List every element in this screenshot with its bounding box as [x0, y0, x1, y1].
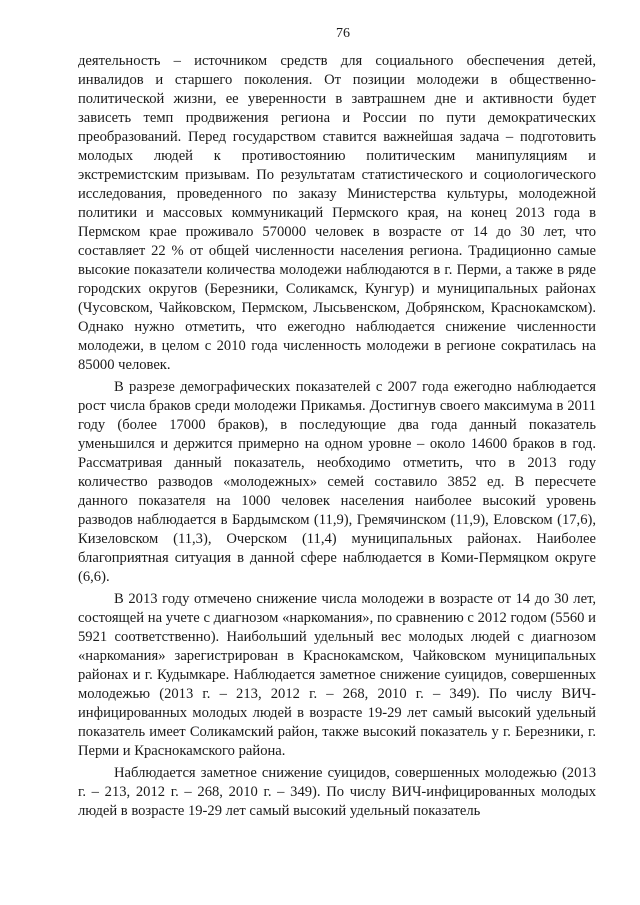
paragraph-youth-population: деятельность – источником средств для социального обеспечения детей, инвалидов и старшего поколения. От позиции молодежи в общественно-политической жизни, ее уверенности в завтрашнем дне и активности будет зависеть темп продвижения региона и России по пути демократических преобразований. Перед государством ставится важнейшая задача – подготовить молодых людей к противостоянию политическим манипуляциям и экстремистским призывам. По результатам статистического и социологического исследования, проведенного по заказу Министерства культуры, молодежной политики и массовых коммуникаций Пермского края, на конец 2013 года в Пермском крае проживало 570000 человек в возрасте от 14 до 30 лет, что составляет 22 % от общей численности населения региона. Традиционно самые высокие показатели количества молодежи наблюдаются в г. Перми, а также в ряде городских округов (Березники, Соликамск, Кунгур) и муниципальных районах (Чусовском, Чайковском, Пермском, Лысьвенском, Добрянском, Краснокамском). Однако нужно отметить, что ежегодно наблюдается снижение численности молодежи, в целом с 2010 года численность молодежи в регионе сократилась на 85000 человек.: [78, 53, 596, 373]
paragraph-suicides: Наблюдается заметное снижение суицидов, совершенных молодежью (2013 г. – 213, 2012 г. – 268, 2010 г. – 349). По числу ВИЧ-инфицированных молодых людей в возрасте 19-29 лет самый высокий удельный показатель: [78, 765, 596, 819]
page-number: 76: [336, 26, 350, 41]
paragraph-drug-addiction: В 2013 году отмечено снижение числа молодежи в возрасте от 14 до 30 лет, состоящей на учете с диагнозом «наркомания», по сравнению с 2012 годом (5560 и 5921 соответственно). Наибольший удельный вес молодых людей с диагнозом «наркомания» зарегистрирован в Краснокамском, Чайковском муниципальных районах и г. Кудымкаре. Наблюдается заметное снижение суицидов, совершенных молодежью (2013 г. – 213, 2012 г. – 268, 2010 г. – 349). По числу ВИЧ-инфицированных молодых людей в возрасте 19-29 лет самый высокий удельный показатель имеет Соликамский район, также высокий показатель у г. Березники, г. Перми и Краснокамского района.: [78, 591, 596, 759]
paragraph-marriages: В разрезе демографических показателей с 2007 года ежегодно наблюдается рост числа браков среди молодежи Прикамья. Достигнув своего максимума в 2011 году (более 17000 браков), в последующие два года данный показатель уменьшился и держится примерно на одном уровне – около 14600 браков в год. Рассматривая данный показатель, необходимо отметить, что в 2013 году количество разводов «молодежных» семей составило 3852 ед. В пересчете данного показателя на 1000 человек населения наиболее высокий уровень разводов наблюдается в Бардымском (11,9), Гремячинском (11,9), Еловском (17,6), Кизеловском (11,3), Очерском (11,4) муниципальных районах. Наиболее благоприятная ситуация в данной сфере наблюдается в Коми-Пермяцком округе (6,6).: [78, 379, 596, 585]
